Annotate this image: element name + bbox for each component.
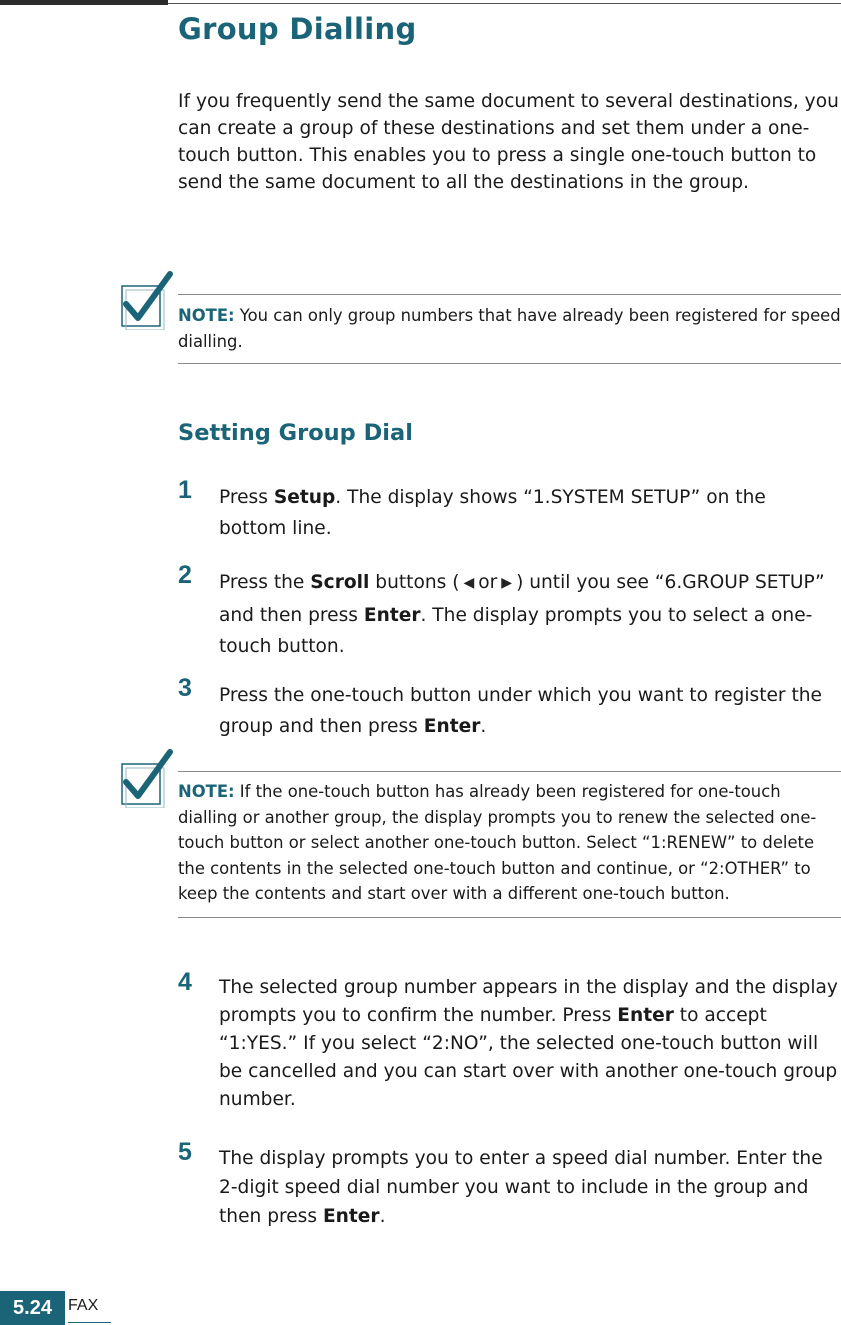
step-text: The selected group number appears in the display and the display prompts you to confirm the number. Press: [219, 977, 838, 1026]
header-bar: [0, 0, 168, 5]
step-number: 1: [178, 476, 192, 504]
right-arrow-icon: ▶: [501, 575, 513, 591]
step-text: Press: [219, 487, 274, 508]
step-4: [178, 968, 838, 1114]
step-3: [178, 674, 838, 742]
section-heading: Group Dialling: [178, 12, 417, 46]
key-name: Scroll: [310, 572, 370, 593]
step-text: . The display shows “1.SYSTEM SETUP” on the bottom line.: [219, 487, 766, 539]
header-rule: [168, 3, 841, 4]
step-text: ) until you see “6.GROUP SETUP” and then press: [219, 572, 825, 626]
step-text: . The display prompts you to select a one-touch button.: [219, 605, 813, 657]
step-text: buttons (: [369, 572, 460, 593]
key-name: Enter: [617, 1005, 674, 1026]
step-text: .: [379, 1206, 386, 1227]
step-number: 4: [178, 968, 192, 996]
note-label: NOTE:: [178, 782, 235, 801]
key-name: Enter: [423, 716, 481, 737]
step-1: [178, 476, 838, 544]
step-5: [178, 1138, 838, 1231]
checkmark-note-icon: [118, 748, 174, 808]
key-name: Setup: [273, 487, 336, 508]
footer-rule: [68, 1322, 111, 1323]
key-name: Enter: [363, 605, 421, 626]
note-text: You can only group numbers that have already been registered for speed dialling.: [178, 306, 841, 351]
step-text: The display prompts you to enter a speed dial number. Enter the 2-digit speed dial number you want to include in the group and then press: [219, 1148, 823, 1227]
step-number: 3: [178, 674, 192, 702]
page-number: 5.24: [0, 1291, 65, 1325]
step-number: 2: [178, 561, 192, 589]
subheading: Setting Group Dial: [178, 420, 413, 446]
checkmark-note-icon: [118, 270, 174, 330]
step-text: Press the: [219, 572, 311, 593]
note-renew-group: [178, 771, 841, 918]
section-label: FAX: [68, 1297, 99, 1314]
note-text: If the one-touch button has already been registered for one-touch dialling or another group, the display prompts you to renew the selected one-touch button or select another one-touch button. Select “1:RENEW” to delete the contents in the selected one-touch button and continue, or “2:OTHER” to keep the contents and start over with a different one-touch button.: [178, 782, 817, 903]
key-name: Enter: [322, 1206, 380, 1227]
left-arrow-icon: ◀: [463, 575, 475, 591]
step-2: [178, 561, 838, 662]
step-text: .: [480, 716, 487, 737]
intro-paragraph: If you frequently send the same document to several destinations, you can create a group of these destinations and set them under a one-touch button. This enables you to press a single one-touch button to send the same document to all the destinations in the group.: [178, 91, 839, 193]
step-number: 5: [178, 1138, 192, 1166]
step-text: to accept “1:YES.” If you select “2:NO”, the selected one-touch button will be cancelled and you can start over with another one-touch group number.: [219, 1005, 838, 1110]
note-label: NOTE:: [178, 306, 235, 325]
step-text: or: [478, 572, 498, 593]
step-text: Press the one-touch button under which you want to register the group and then press: [219, 685, 822, 737]
note-speed-dial: [178, 294, 841, 364]
